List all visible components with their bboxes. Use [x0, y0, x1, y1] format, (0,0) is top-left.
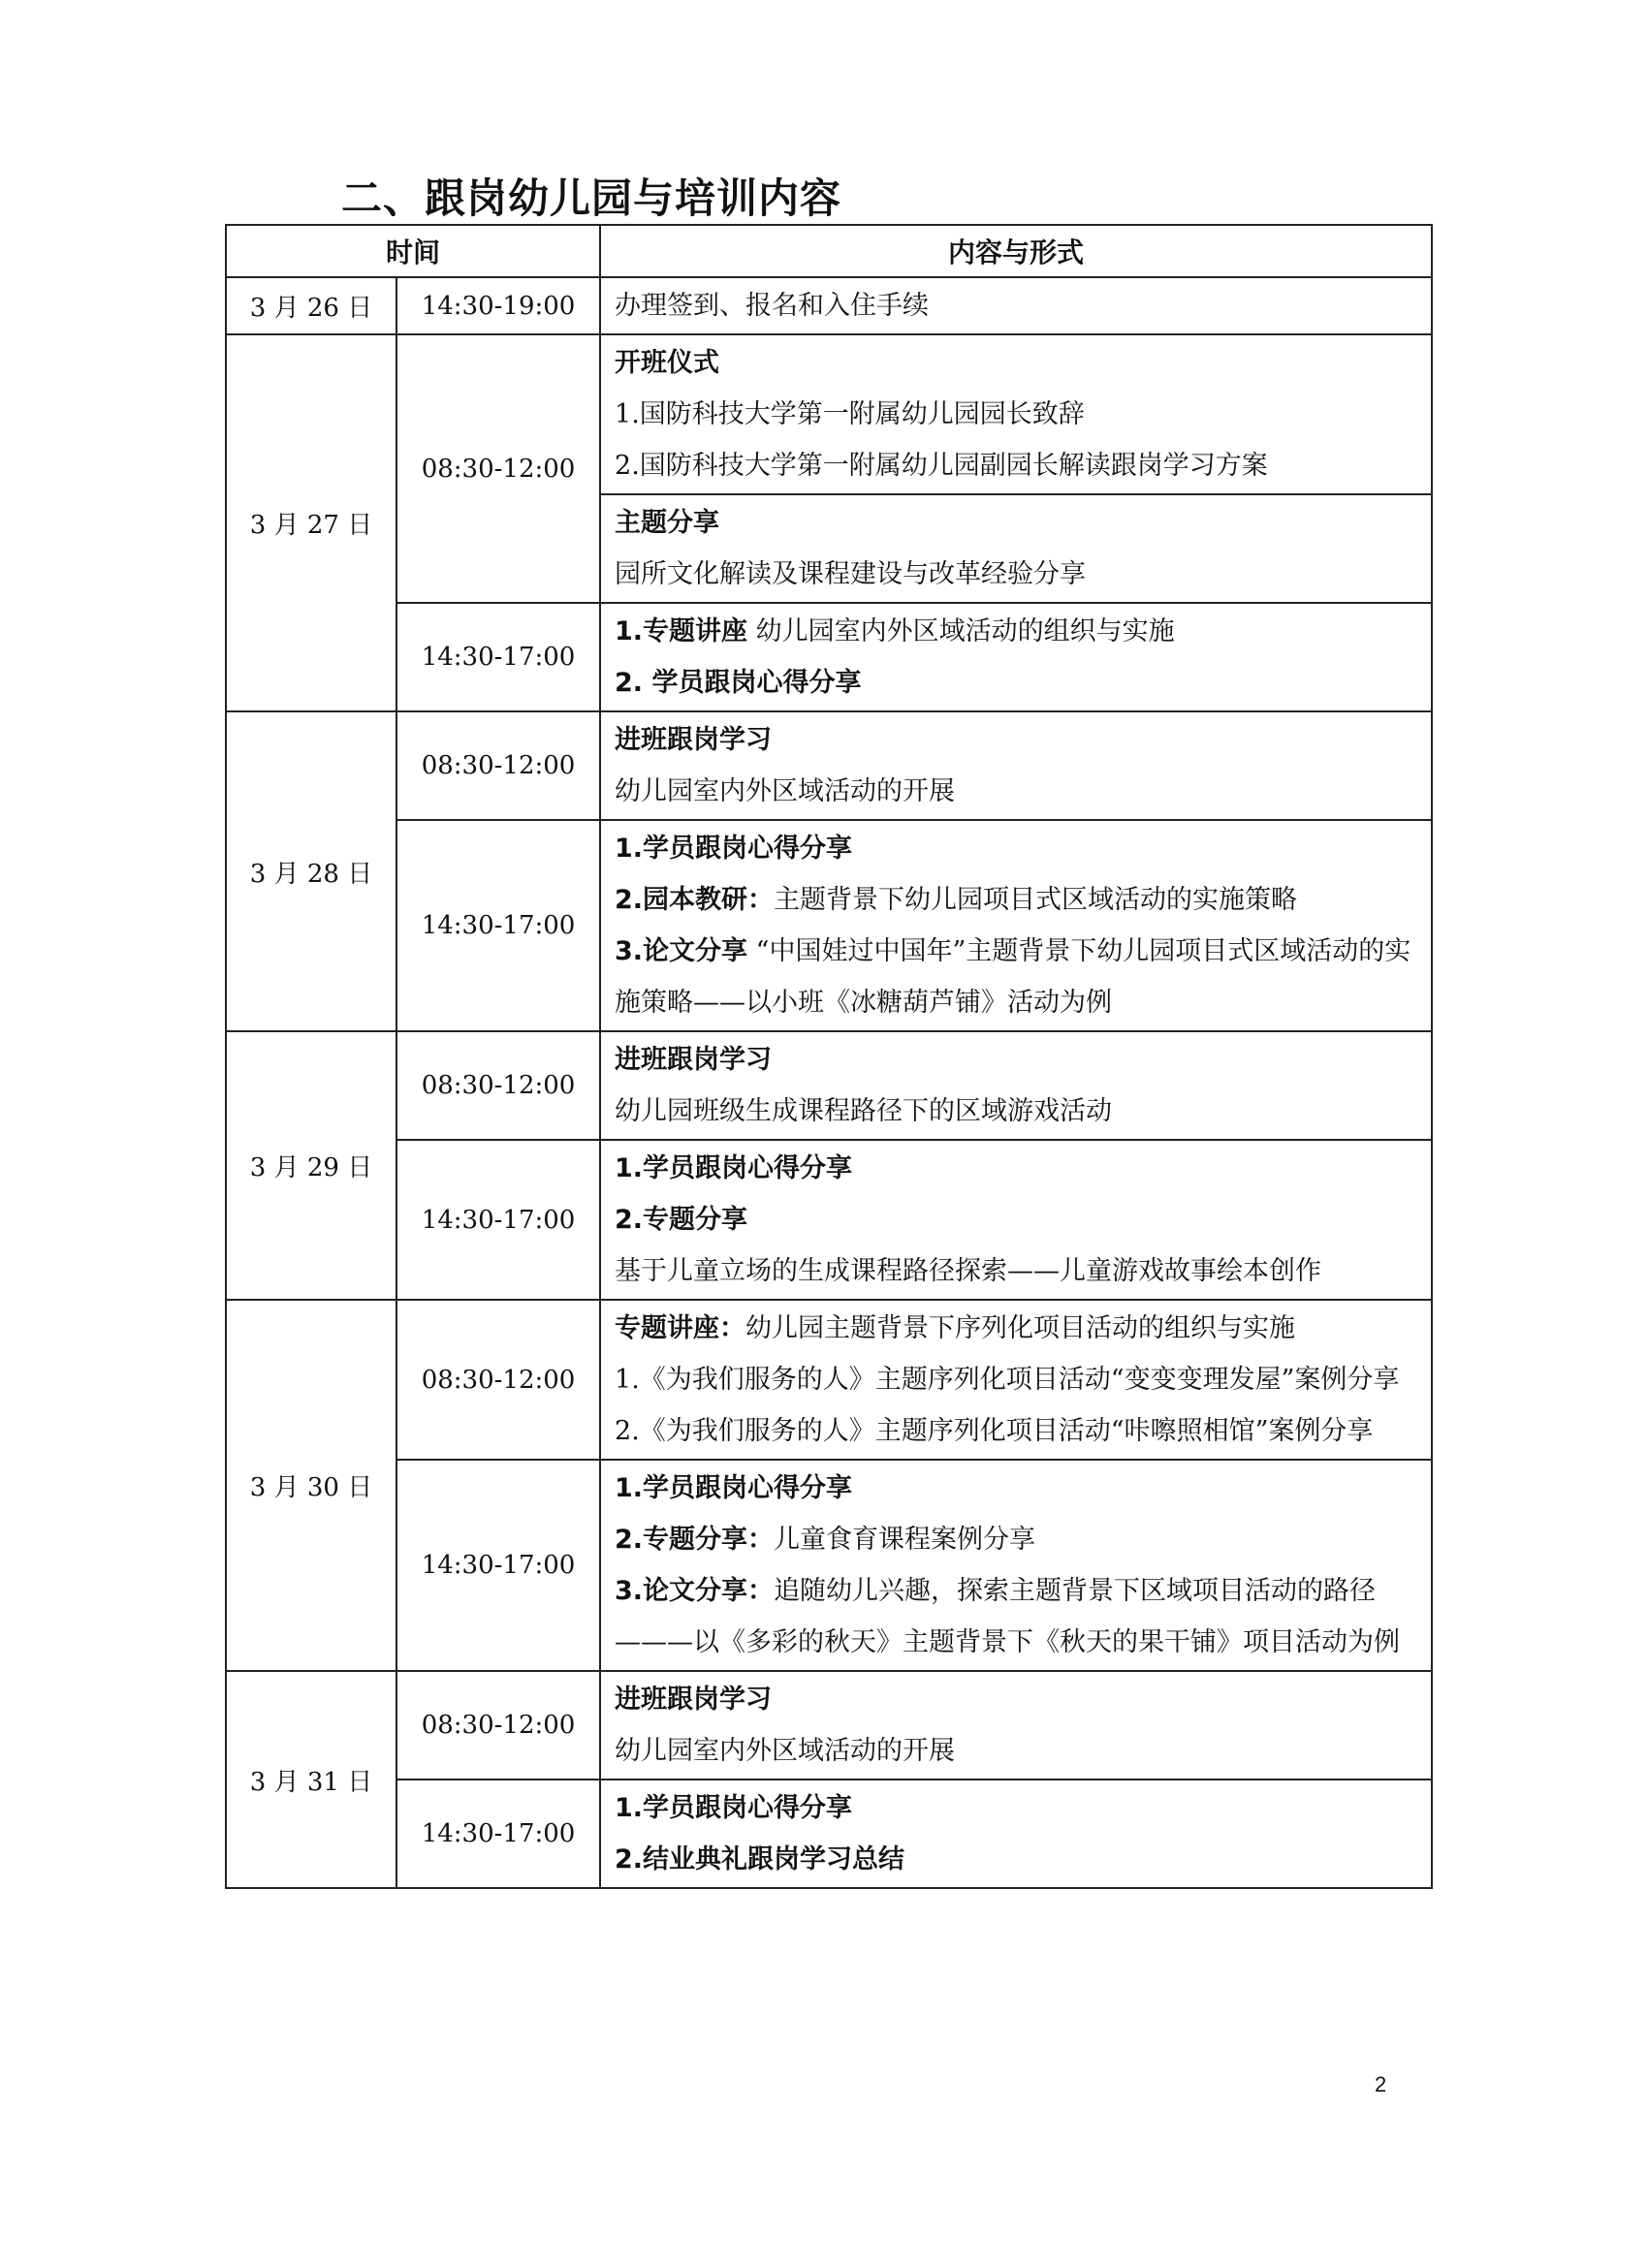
content-line: [615, 1303, 1419, 1354]
schedule-row: [226, 334, 1432, 494]
content-line-label: 进班跟岗学习: [615, 725, 773, 755]
content-line: [615, 874, 1419, 926]
content-line-text: 幼儿园班级生成课程路径下的区域游戏活动: [615, 1096, 1113, 1126]
content-line-label: 3.论文分享: [615, 936, 748, 966]
content-cell: [600, 1300, 1432, 1460]
content-line-label: 2.专题分享: [615, 1205, 748, 1235]
content-line-text: 基于儿童立场的生成课程路径探索——儿童游戏故事绘本创作: [615, 1256, 1322, 1286]
schedule-row: [226, 1780, 1432, 1888]
content-line-text: 1.国防科技大学第一附属幼儿园园长致辞: [615, 399, 1085, 429]
content-cell: [600, 1780, 1432, 1888]
content-line-label: 2.专题分享：: [615, 1525, 775, 1555]
time-cell: 14:30-17:00: [396, 1140, 600, 1300]
content-line-text: 儿童食育课程案例分享: [774, 1525, 1036, 1555]
date-cell: 3 月 30 日: [226, 1300, 396, 1671]
training-schedule-table: [225, 224, 1433, 1889]
content-line-text: 幼儿园主题背景下序列化项目活动的组织与实施: [745, 1313, 1296, 1343]
content-line: [615, 280, 1419, 331]
date-cell: 3 月 26 日: [226, 277, 396, 334]
content-line: [615, 1463, 1419, 1514]
content-line: [615, 1034, 1419, 1086]
schedule-row: [226, 711, 1432, 820]
content-line: [615, 1834, 1419, 1885]
content-line-text: 幼儿园室内外区域活动的组织与实施: [747, 616, 1175, 646]
time-cell: 08:30-12:00: [396, 711, 600, 820]
time-cell: 14:30-17:00: [396, 1460, 600, 1671]
content-cell: [600, 334, 1432, 494]
date-cell: 3 月 31 日: [226, 1671, 396, 1888]
content-line: [615, 926, 1419, 1028]
schedule-row: [226, 1300, 1432, 1460]
content-line-label: 1.专题讲座: [615, 616, 748, 646]
content-line: [615, 389, 1419, 440]
time-cell: 08:30-12:00: [396, 1671, 600, 1780]
time-cell: 14:30-17:00: [396, 603, 600, 711]
page-number: 2: [1375, 2072, 1387, 2096]
content-line-label: 进班跟岗学习: [615, 1685, 773, 1715]
schedule-row: [226, 1671, 1432, 1780]
content-cell: [600, 1031, 1432, 1140]
content-line: [615, 1245, 1419, 1297]
date-cell: 3 月 28 日: [226, 711, 396, 1031]
content-line: [615, 606, 1419, 657]
content-line-text: 2.国防科技大学第一附属幼儿园副园长解读跟岗学习方案: [615, 451, 1268, 481]
content-line-label: 2.结业典礼跟岗学习总结: [615, 1844, 905, 1874]
schedule-row: [226, 1140, 1432, 1300]
content-line: [615, 1725, 1419, 1777]
content-line: [615, 657, 1419, 709]
content-line: [615, 337, 1419, 389]
content-cell: [600, 820, 1432, 1031]
content-cell: [600, 1140, 1432, 1300]
content-line-label: 2.园本教研：: [615, 885, 775, 915]
schedule-row: [226, 1460, 1432, 1671]
schedule-row: [226, 603, 1432, 711]
content-line: [615, 1514, 1419, 1565]
content-line-label: 1.学员跟岗心得分享: [615, 834, 853, 864]
time-cell: 08:30-12:00: [396, 334, 600, 603]
schedule-row: [226, 277, 1432, 334]
content-line-label: 专题讲座：: [615, 1313, 746, 1343]
content-line: [615, 1194, 1419, 1245]
content-line: [615, 823, 1419, 874]
schedule-row: [226, 1031, 1432, 1140]
content-line-label: 2. 学员跟岗心得分享: [615, 668, 862, 698]
content-line-text: 追随幼儿兴趣，探索主题背景下区域项目活动的路径———以《多彩的秋天》主题背景下《秋天的果干铺》项目活动为例: [615, 1576, 1401, 1657]
content-line-text: 主题背景下幼儿园项目式区域活动的实施策略: [774, 885, 1298, 915]
content-line-label: 1.学员跟岗心得分享: [615, 1793, 853, 1823]
content-line: [615, 440, 1419, 491]
content-line: [615, 1782, 1419, 1834]
header-content: 内容与形式: [600, 225, 1432, 277]
content-line-label: 1.学员跟岗心得分享: [615, 1473, 853, 1503]
time-cell: 14:30-17:00: [396, 820, 600, 1031]
content-line-label: 1.学员跟岗心得分享: [615, 1153, 853, 1183]
content-cell: [600, 494, 1432, 603]
content-line: [615, 1086, 1419, 1137]
schedule-body: [226, 277, 1432, 1888]
time-cell: 08:30-12:00: [396, 1300, 600, 1460]
schedule-row: [226, 820, 1432, 1031]
content-line: [615, 1674, 1419, 1725]
content-line: [615, 1143, 1419, 1194]
content-line-text: 园所文化解读及课程建设与改革经验分享: [615, 559, 1087, 589]
content-cell: [600, 711, 1432, 820]
time-cell: 14:30-17:00: [396, 1780, 600, 1888]
content-line-text: 办理签到、报名和入住手续: [615, 291, 930, 321]
content-line: [615, 549, 1419, 600]
content-line-text: 1.《为我们服务的人》主题序列化项目活动“变变变理发屋”案例分享: [615, 1365, 1400, 1395]
time-cell: 08:30-12:00: [396, 1031, 600, 1140]
time-cell: 14:30-19:00: [396, 277, 600, 334]
content-line-text: 幼儿园室内外区域活动的开展: [615, 1736, 956, 1766]
content-cell: [600, 1460, 1432, 1671]
header-time: 时间: [226, 225, 600, 277]
content-line-text: 幼儿园室内外区域活动的开展: [615, 776, 956, 806]
content-line-text: “中国娃过中国年”主题背景下幼儿园项目式区域活动的实施策略——以小班《冰糖葫芦铺》活动为例: [615, 936, 1411, 1018]
content-line-label: 进班跟岗学习: [615, 1045, 773, 1075]
content-line: [615, 497, 1419, 549]
content-cell: [600, 1671, 1432, 1780]
content-cell: [600, 277, 1432, 334]
content-line: [615, 1405, 1419, 1457]
content-line: [615, 1565, 1419, 1668]
content-line-text: 2.《为我们服务的人》主题序列化项目活动“咔嚓照相馆”案例分享: [615, 1416, 1374, 1446]
content-line-label: 主题分享: [615, 508, 720, 538]
date-cell: 3 月 29 日: [226, 1031, 396, 1300]
content-line-label: 开班仪式: [615, 348, 720, 378]
table-header-row: [226, 225, 1432, 277]
content-line: [615, 1354, 1419, 1405]
section-heading: 二、跟岗幼儿园与培训内容: [341, 174, 842, 222]
date-cell: 3 月 27 日: [226, 334, 396, 711]
content-line: [615, 714, 1419, 766]
content-cell: [600, 603, 1432, 711]
content-line-label: 3.论文分享：: [615, 1576, 775, 1606]
content-line: [615, 766, 1419, 817]
